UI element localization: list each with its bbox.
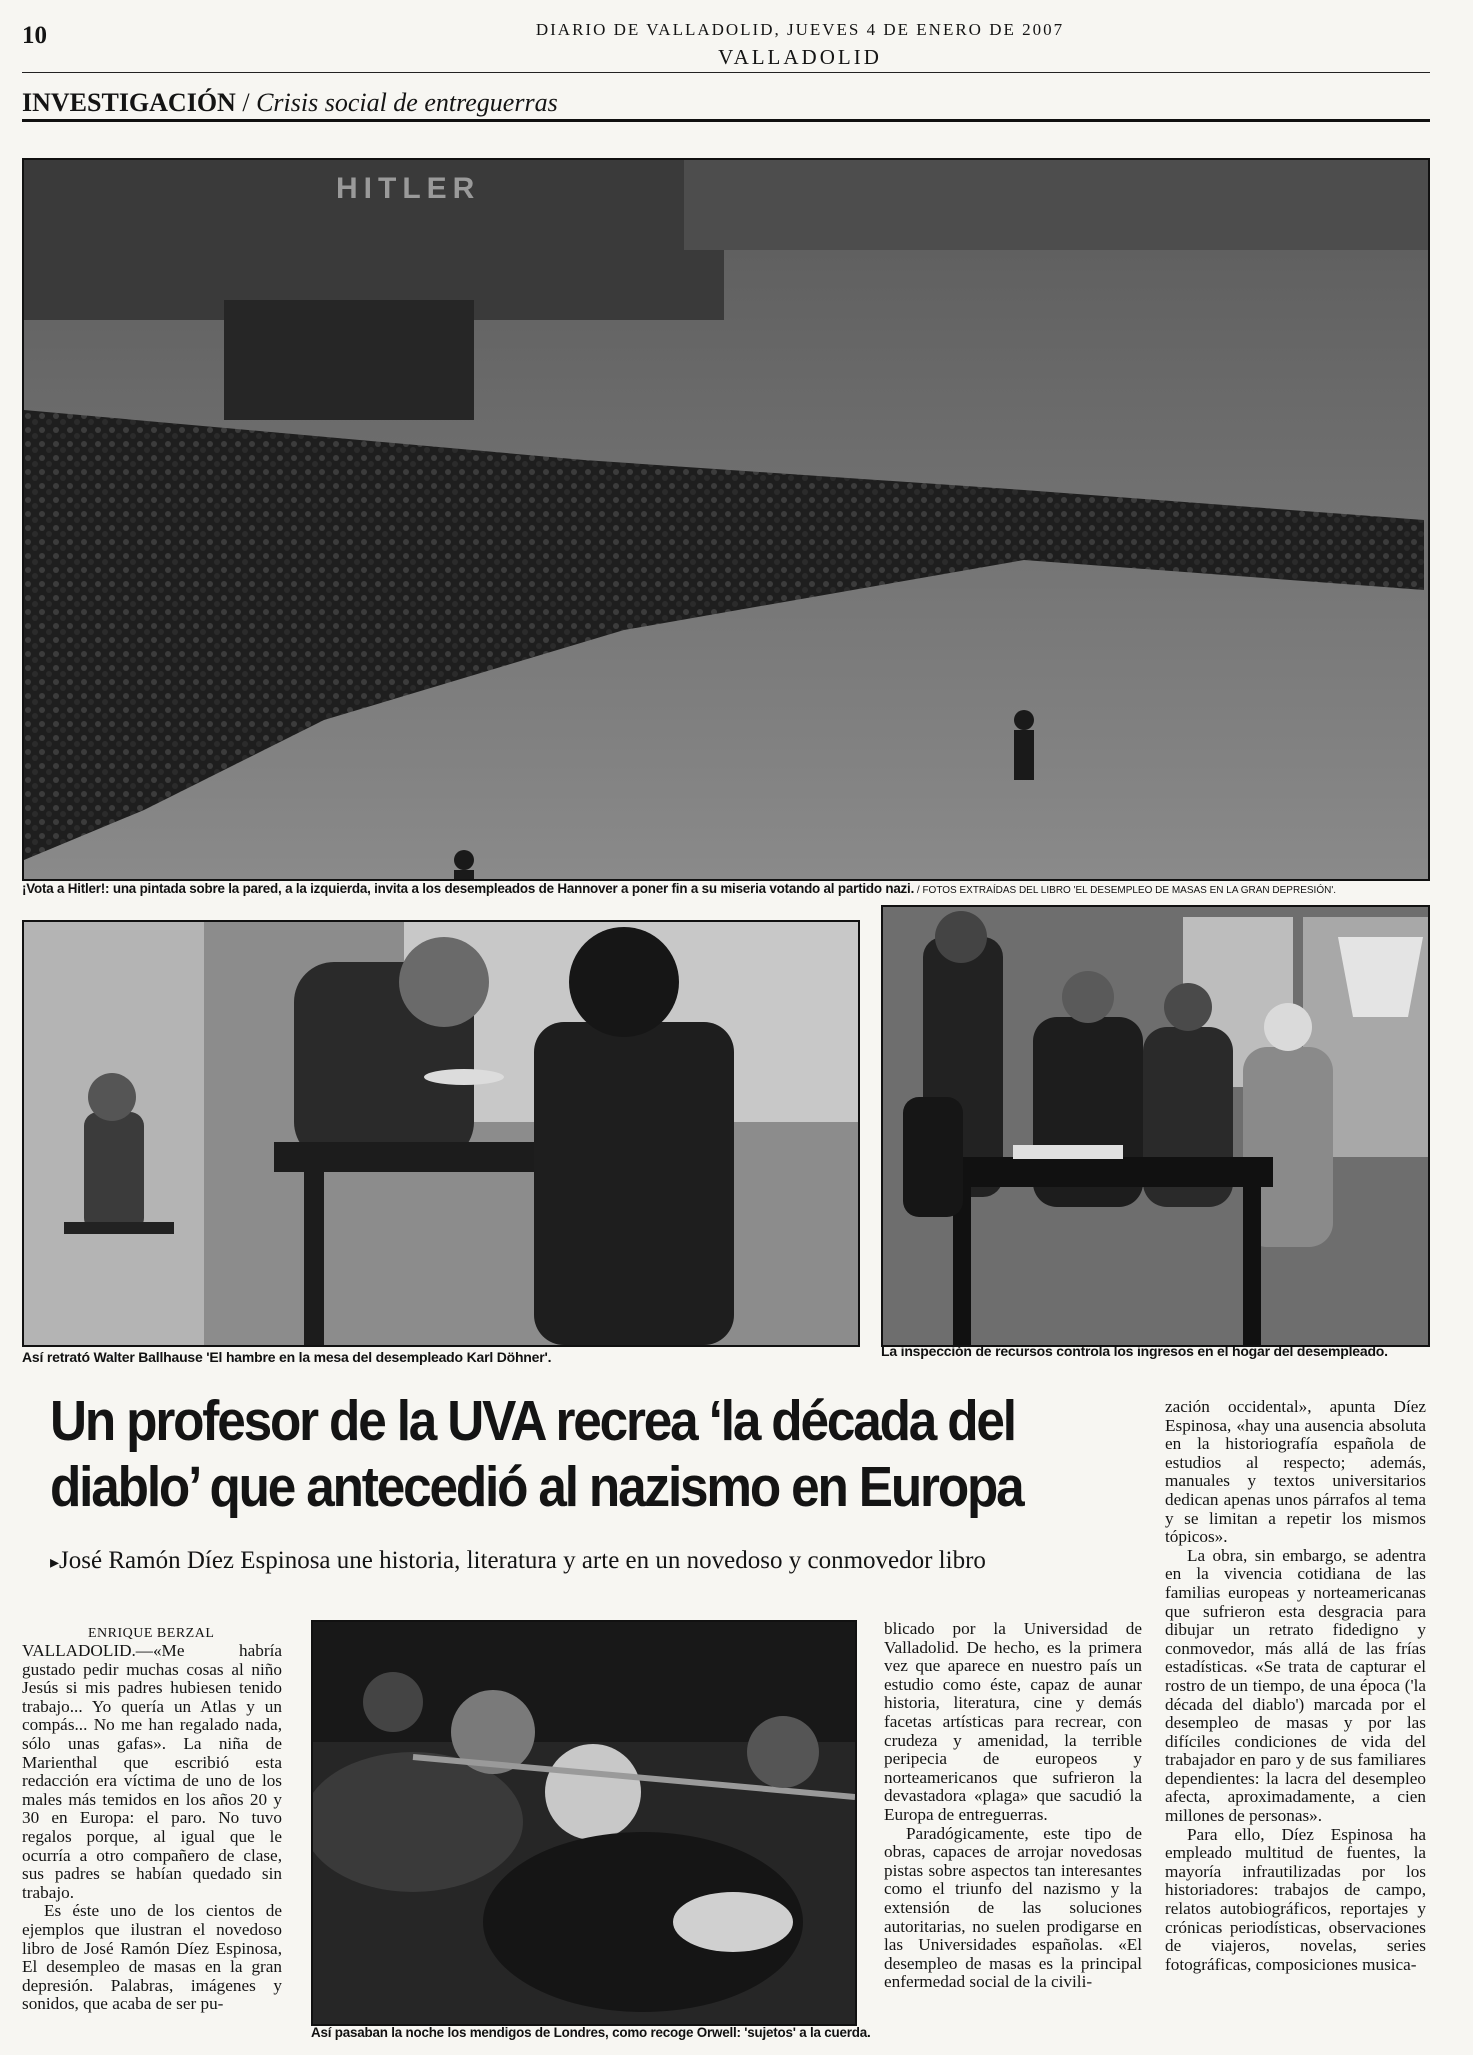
hunger-table-illustration: [24, 922, 858, 1345]
article-paragraph: Para ello, Díez Espinosa ha empleado multitud de fuentes, la mayoría infrautilizadas por los historiadores: trabajos de campo, relatos autobiográficos, reportajes y crónicas periodísticas, observaciones de viajeros, novelas, series fotográficas, composiciones musica-: [1165, 1824, 1426, 1974]
section-name: VALLADOLID: [718, 45, 882, 69]
article-paragraph: VALLADOLID.—«Me habría gustado pedir muchas cosas al niño Jesús si mis padres hubiesen tenido trabajo... Yo quería un Atlas y un compás... No me han regalado nada, sólo unas gafas». La niña de Marienthal que escribió esta redacción era víctima de uno de los males más temidos en los años 20 y 30 en Europa: el paro. No tuvo regalos porque, al igual que le ocurría a otro compañero de clase, sus padres se habían quedado sin trabajo.: [22, 1641, 282, 1902]
photo-caption-inspection: La inspección de recursos controla los ingresos en el hogar del desempleado.: [881, 1343, 1388, 1359]
article-paragraph: Paradógicamente, este tipo de obras, capaces de arrojar novedosas pistas sobre aspectos tan interesantes como el triunfo del nazismo y la extensión de las soluciones autoritarias, no suelen prodigarse en las Universidades españolas. «El desempleo de masas es la principal enfermedad social de la civili-: [884, 1823, 1142, 1992]
photo-caption-london-beggars: Así pasaban la noche los mendigos de Londres, como recoge Orwell: 'sujetos' a la cuerda.: [311, 2025, 871, 2040]
photo-london-beggars: [311, 1620, 857, 2026]
topic-label: INVESTIGACIÓN: [22, 88, 236, 117]
photo-caption-hunger-table: Así retrató Walter Ballhause 'El hambre en la mesa del desempleado Karl Döhner'.: [22, 1349, 552, 1365]
article-column-1: [22, 1642, 282, 2014]
queue-illustration: [24, 160, 1428, 879]
article-paragraph: Es éste uno de los cientos de ejemplos que ilustran el novedoso libro de José Ramón Díez Espinosa, El desempleo de masas en la gran depresión. Palabras, imágenes y sonidos, que acaba de ser pu-: [22, 1901, 282, 2014]
deck: [50, 1547, 986, 1575]
topic-rule: [22, 119, 1430, 122]
beggars-illustration: [313, 1622, 855, 2024]
article-paragraph: zación occidental», apunta Díez Espinosa, «hay una ausencia absoluta en la historiografía española de estudios al respecto; además, manuales y textos universitarios dedican apenas unos párrafos al tema y se limitan a repetir los mismos tópicos».: [1165, 1397, 1426, 1547]
photo-caption-queue: ¡Vota a Hitler!: una pintada sobre la pared, a la izquierda, invita a los desempleados de Hannover a poner fin a su miseria votando al partido nazi. / FOTOS EXTRAÍDAS DEL LIBRO 'EL DESEMPLEO DE MASAS EN LA GRAN DEPRESIÓN'.: [22, 881, 1337, 896]
headline-line-2: diablo’ que antecedió al nazismo en Europa: [50, 1455, 1023, 1519]
topic-separator: /: [235, 88, 257, 117]
byline: ENRIQUE BERZAL: [88, 1626, 215, 1641]
header-rule: [22, 72, 1430, 73]
article-column-4: [1165, 1398, 1426, 1974]
topic-subtitle: Crisis social de entreguerras: [256, 88, 558, 117]
topic-bar: [22, 88, 558, 118]
deck-marker-icon: ▸: [50, 1552, 60, 1573]
article-column-3: [884, 1620, 1142, 1992]
deck-text: José Ramón Díez Espinosa une historia, literatura y arte en un novedoso y conmovedor libro: [59, 1547, 986, 1574]
photo-unemployed-queue: [22, 158, 1430, 881]
article-paragraph: blicado por la Universidad de Valladolid. De hecho, es la primera vez que aparece en nuestro país un estudio como éste, capaz de aunar historia, literatura, cine y demás facetas artísticas para recrear, con crudeza y amenidad, la terrible peripecia de europeos y norteamericanos que sufrieron la devastadora «plaga» que sacudió la Europa de entreguerras.: [884, 1619, 1142, 1824]
page-number: 10: [22, 22, 47, 49]
photo-inspection: [881, 905, 1430, 1347]
photo-hunger-table: [22, 920, 860, 1347]
article-paragraph: La obra, sin embargo, se adentra en la vivencia cotidiana de las familias europeas y norteamericanas que sufrieron esta desgracia para dibujar un retrato fidedigno y conmovedor, más allá de las frías estadísticas. «Se trata de capturar el rostro de un tiempo, de una época ('la década del diablo') marcada por el desempleo de masas y por las difíciles condiciones de vida del trabajador en paro y de sus familiares dependientes: la lacra del desempleo afecta, aproximadamente, a cien millones de personas».: [1165, 1545, 1426, 1826]
inspection-illustration: [883, 907, 1428, 1345]
headline-line-1: Un profesor de la UVA recrea ‘la década del: [50, 1389, 1015, 1453]
masthead: DIARIO DE VALLADOLID, JUEVES 4 DE ENERO DE 2007: [535, 20, 1065, 39]
headline: [50, 1388, 1031, 1520]
photo-credit: / FOTOS EXTRAÍDAS DEL LIBRO 'EL DESEMPLEO DE MASAS EN LA GRAN DEPRESIÓN'.: [914, 885, 1337, 896]
wall-graffiti-text: HITLER: [336, 172, 481, 205]
